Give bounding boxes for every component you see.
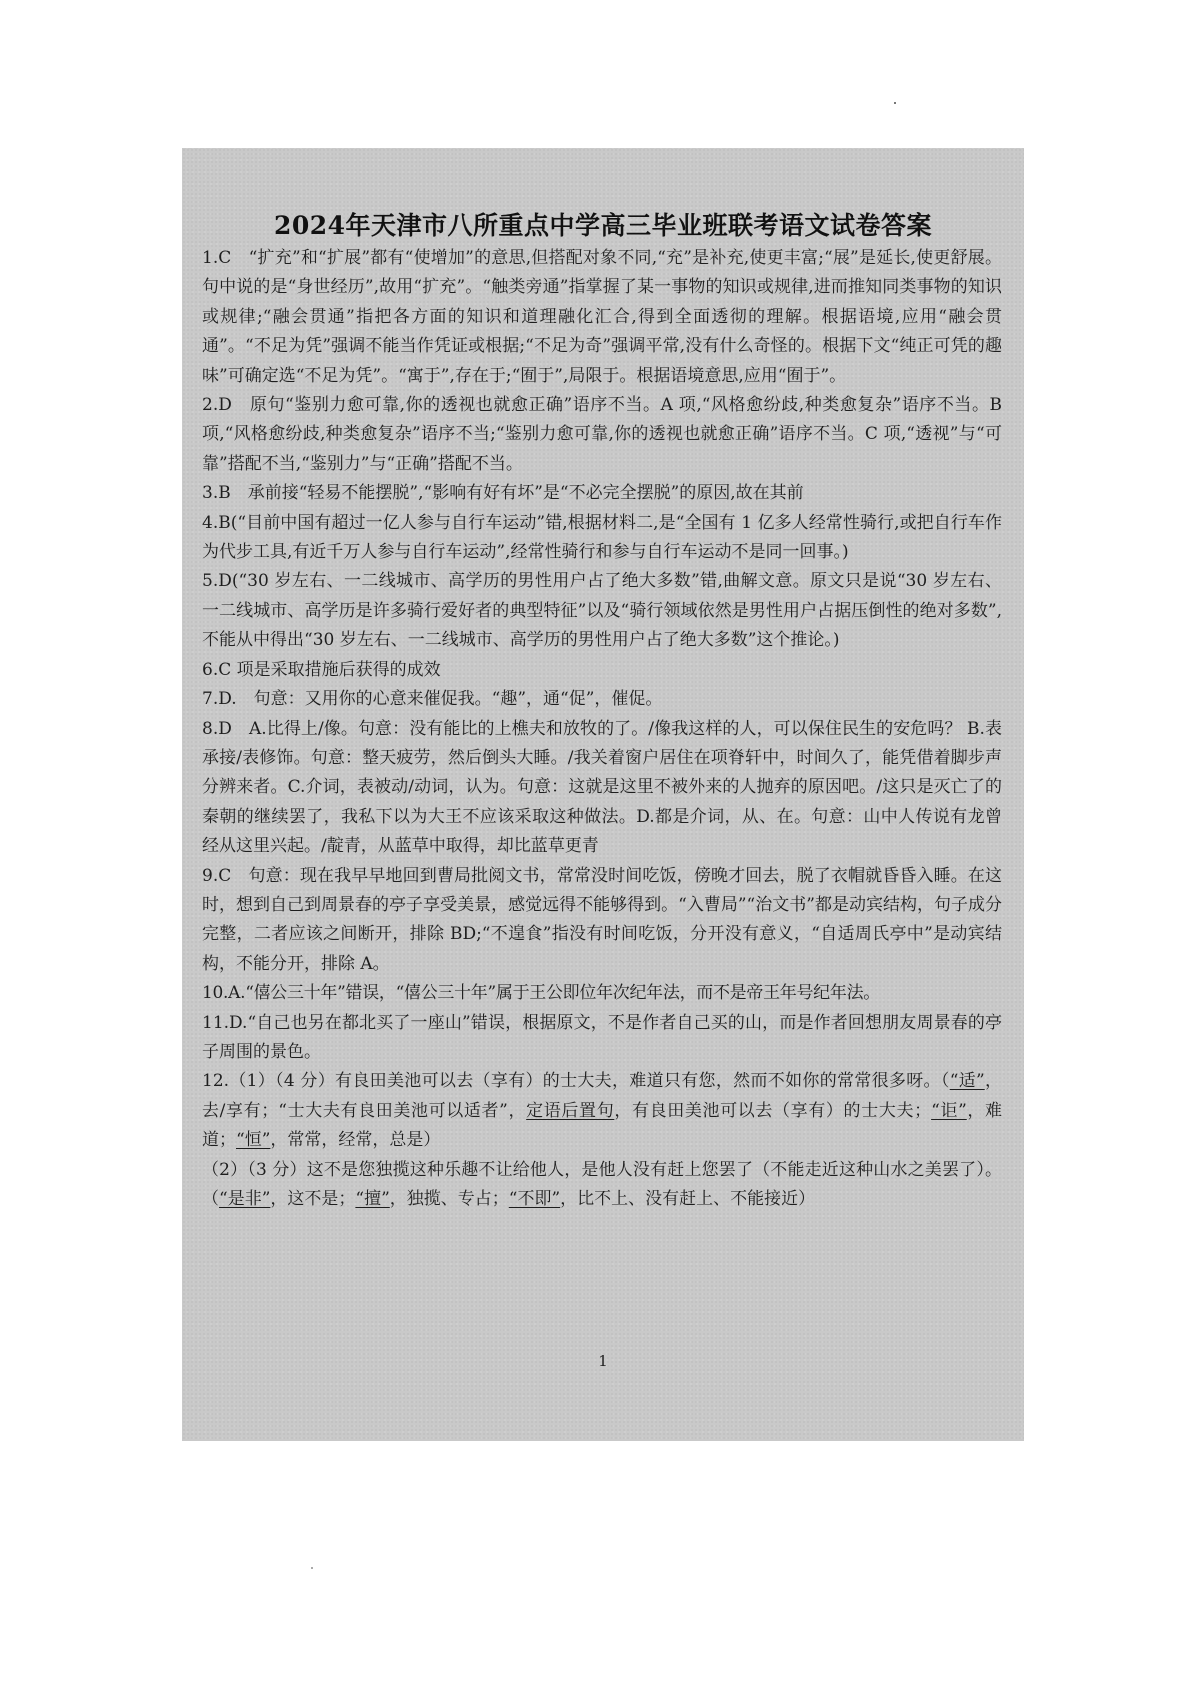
answer-5: 5.D(“30 岁左右、一二线城市、高学历的男性用户占了绝大多数”错,曲解文意。原文只是说“30 岁左右、一二线城市、高学历是许多骑行爱好者的典型特征”以及“骑行领域依然是男性用户占据压倒性的绝对多数”,不能从中得出“30 岁左右、一二线城市、高学历的男性用户占了绝大多数”这个推论。) (202, 571, 1002, 651)
scanned-page (182, 148, 1024, 1441)
answer-12-part-1-text: ，常常，经常，总是） (270, 1130, 441, 1151)
underlined-term: “适” (949, 1071, 985, 1092)
answer-12-part-2-text: ，这不是； (270, 1189, 356, 1209)
underlined-term: “不即” (508, 1189, 561, 1209)
answer-12-part-1 (202, 1067, 1002, 1155)
scan-speck (311, 1567, 313, 1569)
answer-2: 2.D 原句“鉴别力愈可靠,你的透视也就愈正确”语序不当。A 项,“风格愈纷歧,种类愈复杂”语序不当。B 项,“风格愈纷歧,种类愈复杂”语序不当;“鉴别力愈可靠,你的透视也就愈正确”语序不当。C 项,“透视”与“可靠”搭配不当,“鉴别力”与“正确”搭配不当。 (202, 395, 1002, 474)
answer-12-part-1-text: ，去/享有；“士大夫有良田美池可以适者”， (202, 1071, 1003, 1121)
answer-list (202, 244, 1002, 1214)
answer-10: 10.A.“僖公三十年”错误，“僖公三十年”属于王公即位年次纪年法，而不是帝王年号纪年法。 (202, 983, 880, 1004)
answer-11: 11.D.“自己也另在都北买了一座山”错误，根据原文，不是作者自己买的山，而是作者回想朋友周景春的亭子周围的景色。 (202, 1012, 1002, 1062)
answer-12-part-2-text: （2）（3 分）这不是您独揽这种乐趣不让给他人，是他人没有赶上您罢了（不能走近这种山水之美罢了）。（ (202, 1159, 1002, 1209)
answer-6: 6.C 项是采取措施后获得的成效 (202, 659, 441, 680)
answer-12-part-1-text: ，有良田美池可以去（享有）的士大夫； (614, 1100, 932, 1121)
answer-12-part-2-text: ，比不上、没有赶上、不能接近） (560, 1189, 816, 1209)
answer-3: 3.B 承前接“轻易不能摆脱”,“影响有好有坏”是“不必完全摆脱”的原因,故在其前 (202, 483, 804, 504)
scan-speck (894, 102, 896, 104)
answer-12-part-2 (202, 1156, 1002, 1215)
underlined-term: “擅” (355, 1189, 390, 1209)
answer-12-part-1-text: ，难道； (202, 1100, 1003, 1151)
underlined-term: 定语后置句 (526, 1100, 615, 1121)
page-number: 1 (598, 1352, 608, 1370)
underlined-term: “讵” (931, 1100, 967, 1121)
answer-8: 8.D A.比得上/像。句意：没有能比的上樵夫和放牧的了。/像我这样的人，可以保住民生的安危吗？ B.表承接/表修饰。句意：整天疲劳，然后倒头大睡。/我关着窗户居住在项脊轩中，时间久了，能凭借着脚步声分辨来者。C.介词，表被动/动词，认为。句意：这就是这里不被外来的人抛弃的原因吧。/这只是灭亡了的秦朝的继续罢了，我私下以为大王不应该采取这种做法。D.都是介词，从、在。句意：山中人传说有龙曾经从这里兴起。/靛青，从蓝草中取得，却比蓝草更青 (202, 718, 1002, 857)
answer-1: 1.C “扩充”和“扩展”都有“使增加”的意思,但搭配对象不同,“充”是补充,使更丰富;“展”是延长,使更舒展。句中说的是“身世经历”,故用“扩充”。“触类旁通”指掌握了某一事物的知识或规律,进而推知同类事物的知识或规律;“融会贯通”指把各方面的知识和道理融化汇合,得到全面透彻的理解。根据语境,应用“融会贯通”。“不足为凭”强调不能当作凭证或根据;“不足为奇”强调平常,没有什么奇怪的。根据下文“纯正可凭的趣味”可确定选“不足为凭”。“寓于”,存在于;“囿于”,局限于。根据语境意思,应用“囿于”。 (202, 248, 1002, 386)
answer-12-part-1-text: 12.（1）（4 分）有良田美池可以去（享有）的士大夫，难道只有您，然而不如你的常常很多呀。（ (202, 1071, 950, 1092)
answer-7: 7.D. 句意：又用你的心意来催促我。“趣”，通“促”，催促。 (202, 689, 663, 710)
underlined-term: “是非” (219, 1189, 271, 1209)
answer-9: 9.C 句意：现在我早早地回到曹局批阅文书，常常没时间吃饭，傍晚才回去，脱了衣帽就昏昏入睡。在这时，想到自己到周景春的亭子享受美景，感觉远得不能够得到。“入曹局”“治文书”都是动宾结构，句子成分完整，二者应该之间断开，排除 BD;“不遑食”指没有时间吃饭，分开没有意义，“自适周氏亭中”是动宾结构，不能分开，排除 A。 (202, 865, 1002, 974)
page-title: 2024年天津市八所重点中学高三毕业班联考语文试卷答案 (273, 211, 933, 240)
answer-4: 4.B(“目前中国有超过一亿人参与自行车运动”错,根据材料二,是“全国有 1 亿多人经常性骑行,或把自行车作为代步工具,有近千万人参与自行车运动”,经常性骑行和参与自行车运动不是同一回事。) (202, 512, 1002, 563)
underlined-term: “恒” (236, 1130, 271, 1151)
answer-12-part-2-text: ，独揽、专占； (389, 1189, 509, 1209)
